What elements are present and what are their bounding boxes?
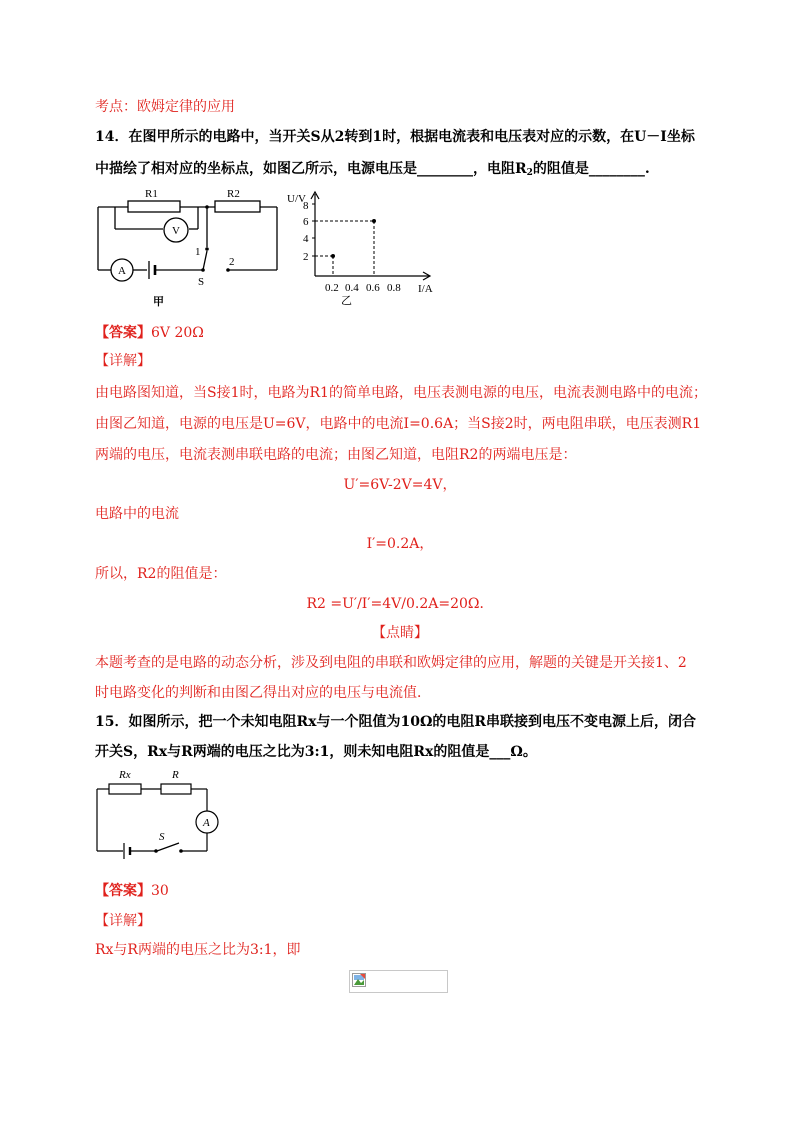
q14-equation-1: U′=6V-2V=4V， [343, 477, 457, 493]
topic-line: 考点：欧姆定律的应用 [95, 99, 235, 115]
y-tick-4: 4 [303, 233, 309, 245]
q14-text-line1: 14．在图甲所示的电路中，当开关S从2转到1时，根据电流表和电压表对应的示数，在U－I坐标 [95, 129, 695, 145]
q14-answer: 【答案】6V 20Ω [95, 325, 204, 341]
q15-text-line2: 开关S，Rx与R两端的电压之比为3:1，则未知电阻Rx的阻值是___Ω。 [95, 744, 537, 760]
x-tick-0-2: 0.2 [325, 282, 339, 294]
q14-dianjing-p2: 时电路变化的判断和由图乙得出对应的电压与电流值． [95, 685, 431, 701]
q15-detail-p1: Rx与R两端的电压之比为3:1，即 [95, 942, 301, 958]
graph-xlabel: I/A [418, 283, 433, 295]
q14-detail-p1: 由电路图知道，当S接1时，电路为R1的简单电路，电压表测电源的电压，电流表测电路中的电流； [95, 385, 707, 401]
circuit-diagram-jia [95, 185, 290, 310]
q14-detail-p2: 由图乙知道，电源的电压是U=6V，电路中的电流I=0.6A；当S接2时，两电阻串联，电压表测R1 [95, 416, 702, 432]
r1-label: R1 [145, 188, 158, 200]
q14-equation-3: R2 =U′/I′=4V/0.2A=20Ω． [306, 596, 494, 612]
y-tick-2: 2 [303, 251, 309, 263]
q14-detail-p3: 两端的电压，电流表测串联电路的电流；由图乙知道，电阻R2的两端电压是： [95, 447, 577, 463]
y-tick-6: 6 [303, 216, 309, 228]
q14-detail-p5: 所以，R2的阻值是： [95, 566, 227, 582]
q15-detail-label: 【详解】 [95, 913, 151, 929]
broken-image-placeholder [349, 970, 448, 993]
ammeter-label-q15: A [203, 817, 210, 829]
data-point-0-6A-6V [372, 219, 376, 223]
data-point-0-2A-2V [331, 254, 335, 258]
voltmeter-label: V [172, 225, 180, 237]
q14-dianjing-label: 【点睛】 [372, 625, 428, 641]
q14-text-line2: 中描绘了相对应的坐标点，如图乙所示，电源电压是________，电阻$R_2$的阻值是________. [95, 161, 650, 178]
contact-1-label: 1 [195, 246, 201, 258]
x-tick-0-6: 0.6 [366, 282, 380, 294]
x-tick-0-8: 0.8 [387, 282, 401, 294]
figure-caption-yi: 乙 [341, 295, 352, 306]
figure-caption-jia: 甲 [153, 296, 164, 308]
broken-image-icon [352, 973, 366, 987]
r2-label: R2 [227, 188, 240, 200]
q15-text-line1: 15．如图所示，把一个未知电阻Rx与一个阻值为10Ω的电阻R串联接到电压不变电源上后，闭合 [95, 714, 697, 730]
q14-detail-label: 【详解】 [95, 353, 151, 369]
ui-graph-yi [283, 186, 443, 306]
q14-dianjing-p1: 本题考查的是电路的动态分析，涉及到电阻的串联和欧姆定律的应用，解题的关键是开关接1、2 [95, 655, 687, 671]
ammeter-label: A [118, 265, 126, 277]
rx-label: Rx [119, 769, 131, 781]
contact-2-label: 2 [229, 256, 235, 268]
y-tick-8: 8 [303, 200, 309, 212]
q15-answer: 【答案】30 [95, 883, 169, 899]
graph-ylabel: U/V [287, 193, 306, 205]
switch-label-q15: S [159, 831, 165, 843]
switch-label: S [198, 276, 205, 288]
r-label: R [172, 769, 179, 781]
x-tick-0-4: 0.4 [345, 282, 359, 294]
q14-detail-p4: 电路中的电流 [95, 506, 179, 522]
circuit-diagram-q15 [95, 765, 225, 865]
q14-equation-2: I′=0.2A， [366, 536, 434, 552]
